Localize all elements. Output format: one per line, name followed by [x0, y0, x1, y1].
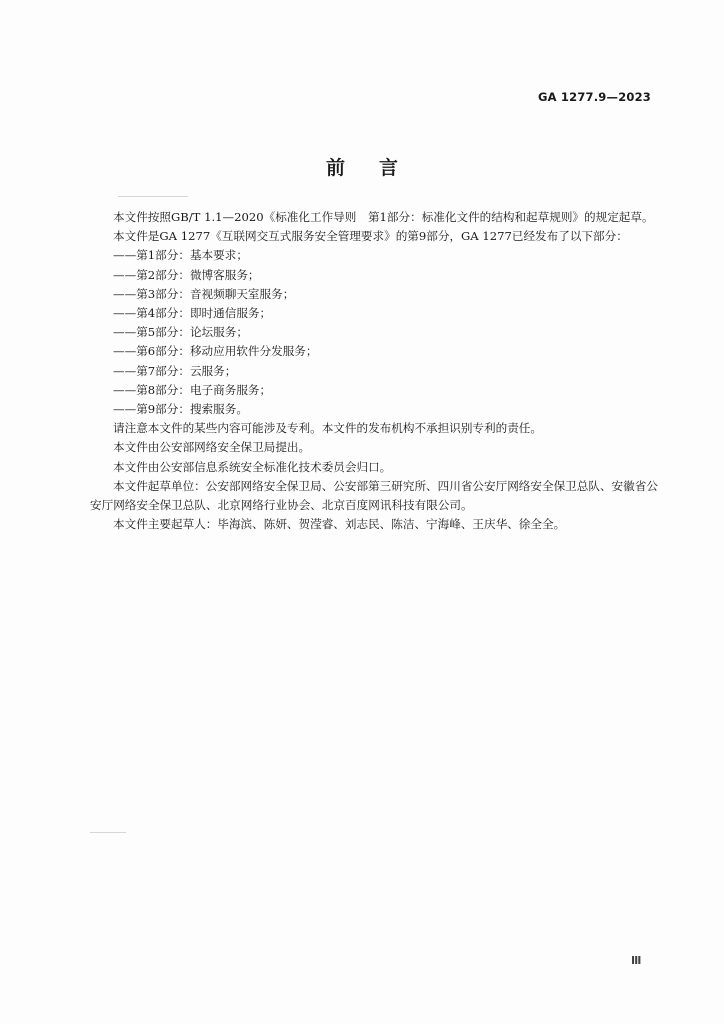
- list-item: ——第9部分：搜索服务。: [113, 402, 248, 417]
- list-item: ——第7部分：云服务；: [113, 363, 237, 378]
- page-number: Ⅲ: [631, 954, 643, 967]
- scan-artifact: [90, 832, 126, 833]
- paragraph-series-intro: 本文件是GA 1277《互联网交互式服务安全管理要求》的第9部分，GA 1277已经发布了以下部分：: [113, 229, 628, 244]
- paragraph-drafting-units: 本文件起草单位：公安部网络安全保卫局、公安部第三研究所、四川省公安厅网络安全保卫总队、安徽省公安厅网络安全保卫总队、北京网络行业协会、北京百度网讯科技有限公司。: [90, 478, 658, 513]
- list-item: ——第8部分：电子商务服务；: [113, 382, 272, 397]
- list-item: ——第1部分：基本要求；: [113, 248, 248, 263]
- standard-code: GA 1277.9—2023: [537, 90, 651, 104]
- paragraph-drafters: 本文件主要起草人：毕海滨、陈妍、贺滢睿、刘志民、陈洁、宁海峰、王庆华、徐全全。: [113, 517, 566, 532]
- foreword-body: [90, 208, 658, 534]
- scan-artifact: [118, 196, 188, 197]
- paragraph-drafting-rule: 本文件按照GB/T 1.1—2020《标准化工作导则 第1部分：标准化文件的结构和起草规则》的规定起草。: [113, 210, 654, 224]
- list-item: ——第6部分：移动应用软件分发服务；: [113, 344, 318, 359]
- list-item: ——第4部分：即时通信服务；: [113, 306, 272, 321]
- page-title: 前言: [325, 157, 432, 179]
- paragraph-patent-notice: 请注意本文件的某些内容可能涉及专利。本文件的发布机构不承担识别专利的责任。: [113, 421, 542, 436]
- list-item: ——第2部分：微博客服务；: [113, 267, 260, 282]
- list-item: ——第3部分：音视频聊天室服务；: [113, 286, 295, 301]
- list-item: ——第5部分：论坛服务；: [113, 325, 248, 340]
- paragraph-committee: 本文件由公安部信息系统安全标准化技术委员会归口。: [113, 459, 392, 474]
- paragraph-proposer: 本文件由公安部网络安全保卫局提出。: [113, 440, 311, 455]
- parts-list: [90, 246, 658, 419]
